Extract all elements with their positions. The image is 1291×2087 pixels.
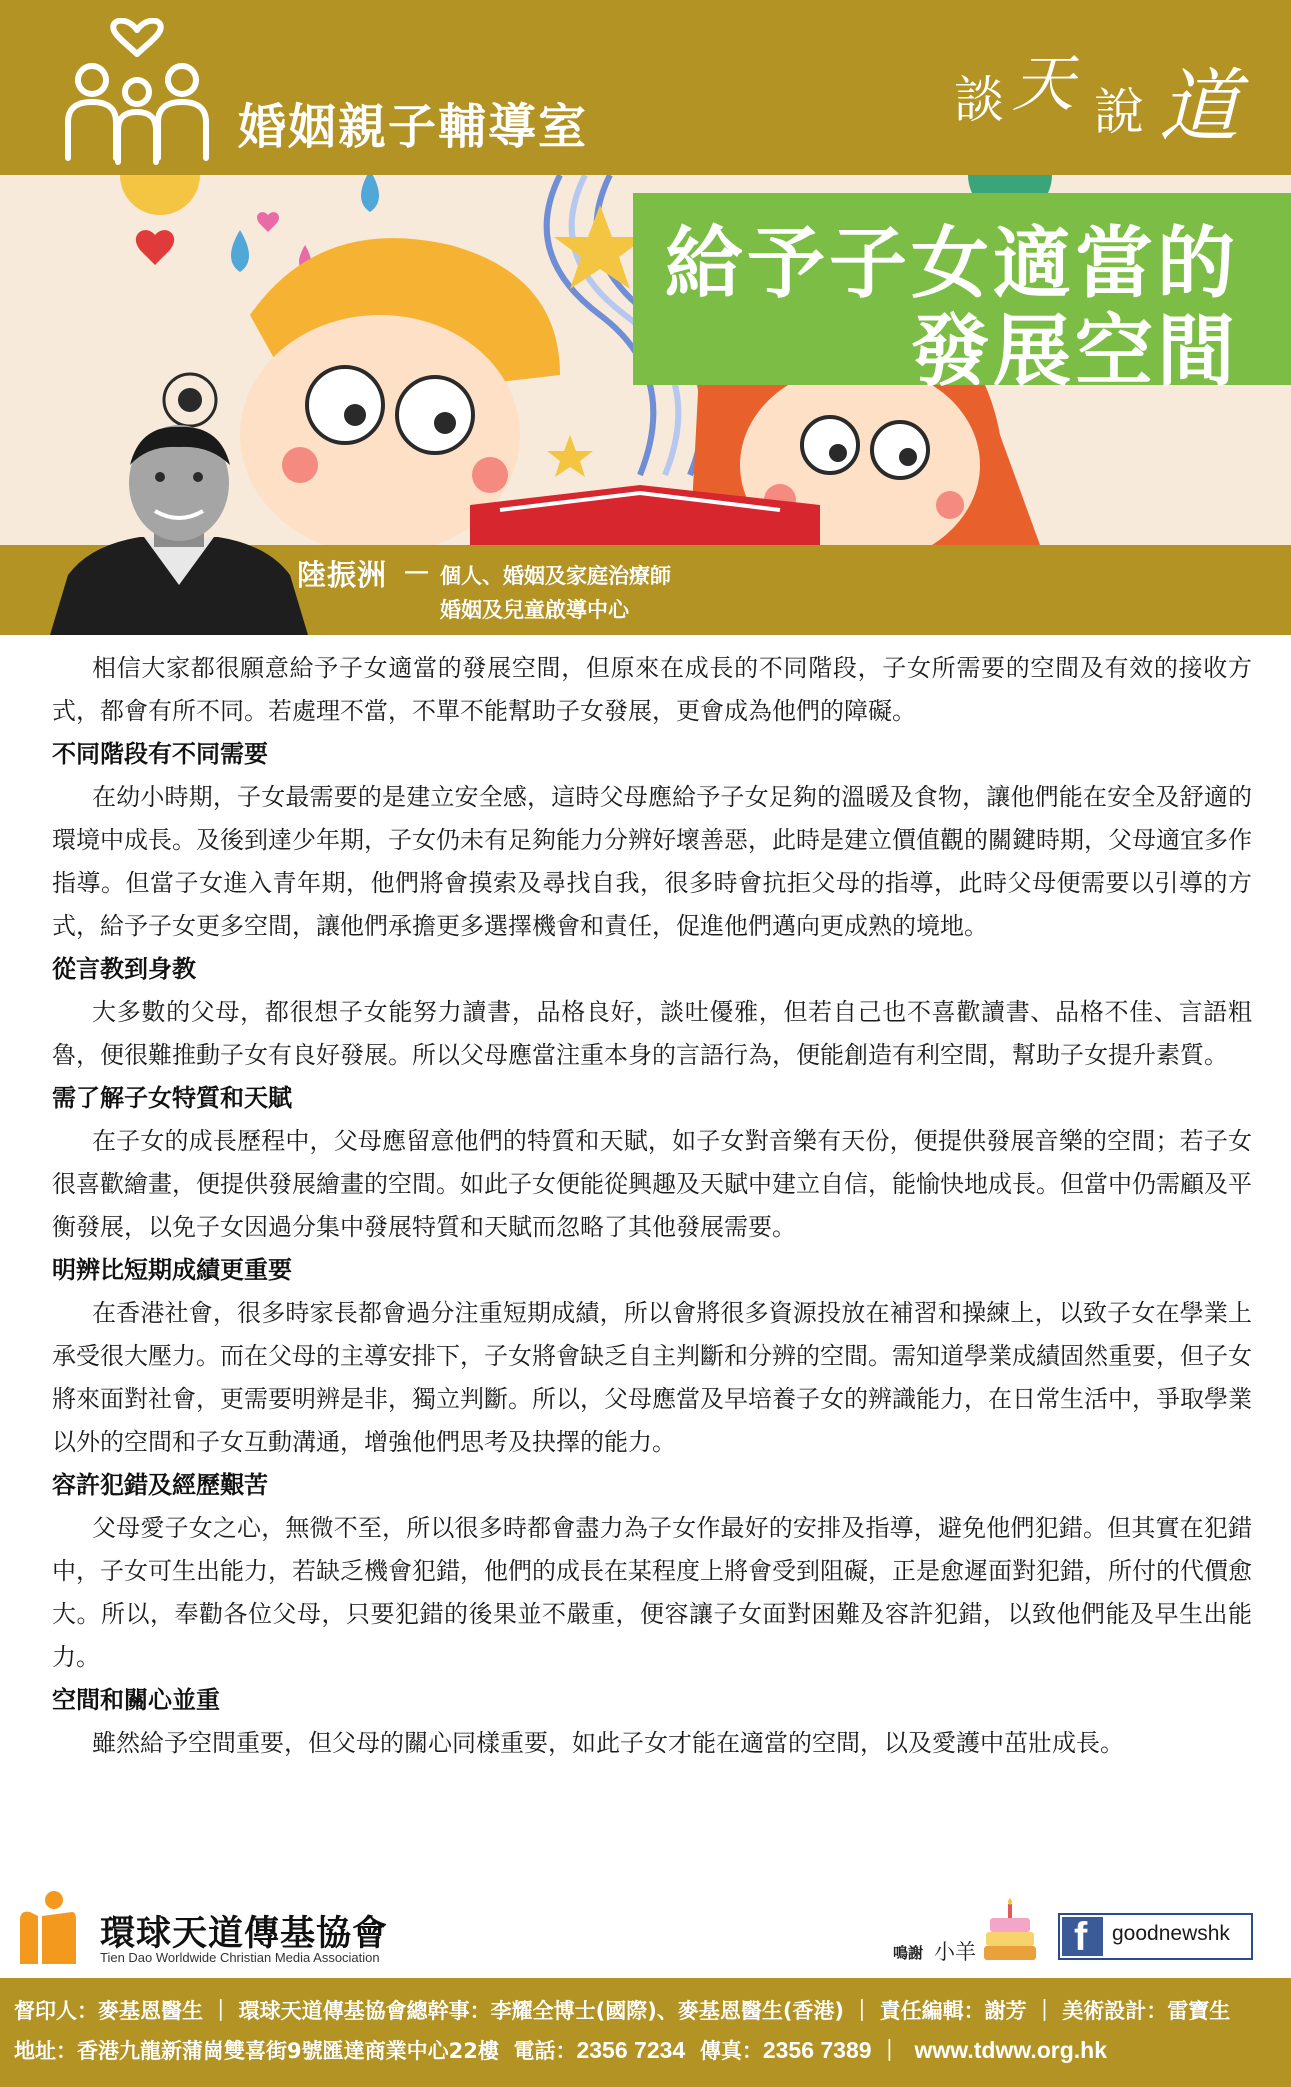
phone-label: 電話： xyxy=(513,2039,577,2063)
author-role: 個人、婚姻及家庭治療師 xyxy=(440,564,671,588)
section-paragraph: 大多數的父母，都很想子女能努力讀書，品格良好，談吐優雅，但若自己也不喜歡讀書、品格不佳、言語粗魯，便很難推動子女有良好發展。所以父母應當注重本身的言語行為，便能創造有利空間，幫助子女提升素質。 xyxy=(52,998,1252,1069)
series-logo xyxy=(944,28,1264,158)
author-name: 陸振洲 xyxy=(297,558,388,592)
org-name: 環球天道傳基協會 xyxy=(100,1914,389,1954)
facebook-page-link[interactable] xyxy=(1058,1913,1253,1960)
fax-number: 2356 7389 xyxy=(762,2037,872,2063)
phone-number: 2356 7234 xyxy=(576,2037,686,2063)
article-title-box xyxy=(633,193,1291,397)
author-photo xyxy=(50,425,308,635)
section-heading: 容許犯錯及經歷艱苦 xyxy=(52,1471,268,1499)
thanks-name: 小羊 xyxy=(934,1940,976,1964)
author-dash: － xyxy=(402,556,432,590)
family-heart-logo-icon xyxy=(52,18,222,168)
article-body xyxy=(52,647,1252,1765)
website-link[interactable]: www.tdww.org.hk xyxy=(914,2037,1108,2063)
article-title-line-1: 給予子女適當的 xyxy=(664,219,1239,309)
facebook-page-name: goodnewshk xyxy=(1112,1922,1230,1945)
section-paragraph: 在香港社會，很多時家長都會過分注重短期成績，所以會將很多資源投放在補習和操練上，以致子女在學業上承受很大壓力。而在父母的主導安排下，子女將會缺乏自主判斷和分辨的空間。需知道學業成績固然重要，但子女將來面對社會，更需要明辨是非，獨立判斷。所以，父母應當及早培養子女的辨識能力，在日常生活中，爭取學業以外的空間和子女互動溝通，增強他們思考及抉擇的能力。 xyxy=(52,1299,1252,1456)
org-name-english: Tien Dao Worldwide Christian Media Association xyxy=(100,1950,380,1965)
series-logo-char: 說 xyxy=(1094,83,1144,141)
column-name: 婚姻親子輔導室 xyxy=(238,99,589,155)
birthday-cake-icon xyxy=(984,1898,1036,1962)
series-logo-char: 天 xyxy=(1012,47,1075,120)
article-intro: 相信大家都很願意給予子女適當的發展空間，但原來在成長的不同階段，子女所需要的空間及有效的接收方式，都會有所不同。若處理不當，不單不能幫助子女發展，更會成為他們的障礙。 xyxy=(52,654,1252,725)
section-heading: 明辨比短期成績更重要 xyxy=(52,1256,292,1284)
thanks-label: 鳴謝 xyxy=(893,1944,924,1962)
series-logo-char: 道 xyxy=(1159,60,1239,153)
address-text: 地址：香港九龍新蒲崗雙喜街9號匯達商業中心22樓 xyxy=(14,2039,499,2063)
section-heading: 需了解子女特質和天賦 xyxy=(52,1084,292,1112)
section-paragraph: 在幼小時期，子女最需要的是建立安全感，這時父母應給予子女足夠的溫暖及食物，讓他們能在安全及舒適的環境中成長。及後到達少年期，子女仍未有足夠能力分辨好壞善惡，此時是建立價值觀的關鍵時期，父母適宜多作指導。但當子女進入青年期，他們將會摸索及尋找自我，很多時會抗拒父母的指導，此時父母便需要以引導的方式，給予子女更多空間，讓他們承擔更多選擇機會和責任，促進他們邁向更成熟的境地。 xyxy=(52,783,1252,940)
section-heading: 不同階段有不同需要 xyxy=(52,740,268,768)
section-paragraph: 在子女的成長歷程中，父母應留意他們的特質和天賦，如子女對音樂有天份，便提供發展音樂的空間；若子女很喜歡繪畫，便提供發展繪畫的空間。如此子女便能從興趣及天賦中建立自信，能愉快地成長。但當中仍需顧及平衡發展，以免子女因過分集中發展特質和天賦而忽略了其他發展需要。 xyxy=(52,1127,1252,1241)
credits-line: 督印人：麥基恩醫生 ｜ 環球天道傳基協會總幹事：李耀全博士(國際)、麥基恩醫生(香港) ｜ 責任編輯：謝芳 ｜ 美術設計：雷寶生 xyxy=(14,1999,1231,2023)
fax-label: 傳真： xyxy=(699,2039,763,2063)
section-heading: 空間和關心並重 xyxy=(52,1686,220,1714)
series-logo-char: 談 xyxy=(954,71,1004,129)
article-title-line-2: 發展空間 xyxy=(910,307,1239,397)
contact-line: 地址：香港九龍新蒲崗雙喜街9號匯達商業中心22樓 電話：2356 7234 傳真：2356 7389 ｜ www.tdww.org.hk xyxy=(14,2037,1108,2063)
section-paragraph: 父母愛子女之心，無微不至，所以很多時都會盡力為子女作最好的安排及指導，避免他們犯錯。但其實在犯錯中，子女可生出能力，若缺乏機會犯錯，他們的成長在某程度上將會受到阻礙，正是愈遲面對犯錯，所付的代價愈大。所以，奉勸各位父母，只要犯錯的後果並不嚴重，便容讓子女面對困難及容許犯錯，以致他們能及早生出能力。 xyxy=(52,1514,1252,1671)
section-paragraph: 雖然給予空間重要，但父母的關心同樣重要，如此子女才能在適當的空間，以及愛護中茁壯成長。 xyxy=(92,1729,1124,1757)
sunflower-org-logo-icon xyxy=(16,1890,76,1964)
facebook-icon: f xyxy=(1062,1917,1103,1956)
author-organization: 婚姻及兒童啟導中心 xyxy=(440,598,629,622)
section-heading: 從言教到身教 xyxy=(52,955,196,983)
